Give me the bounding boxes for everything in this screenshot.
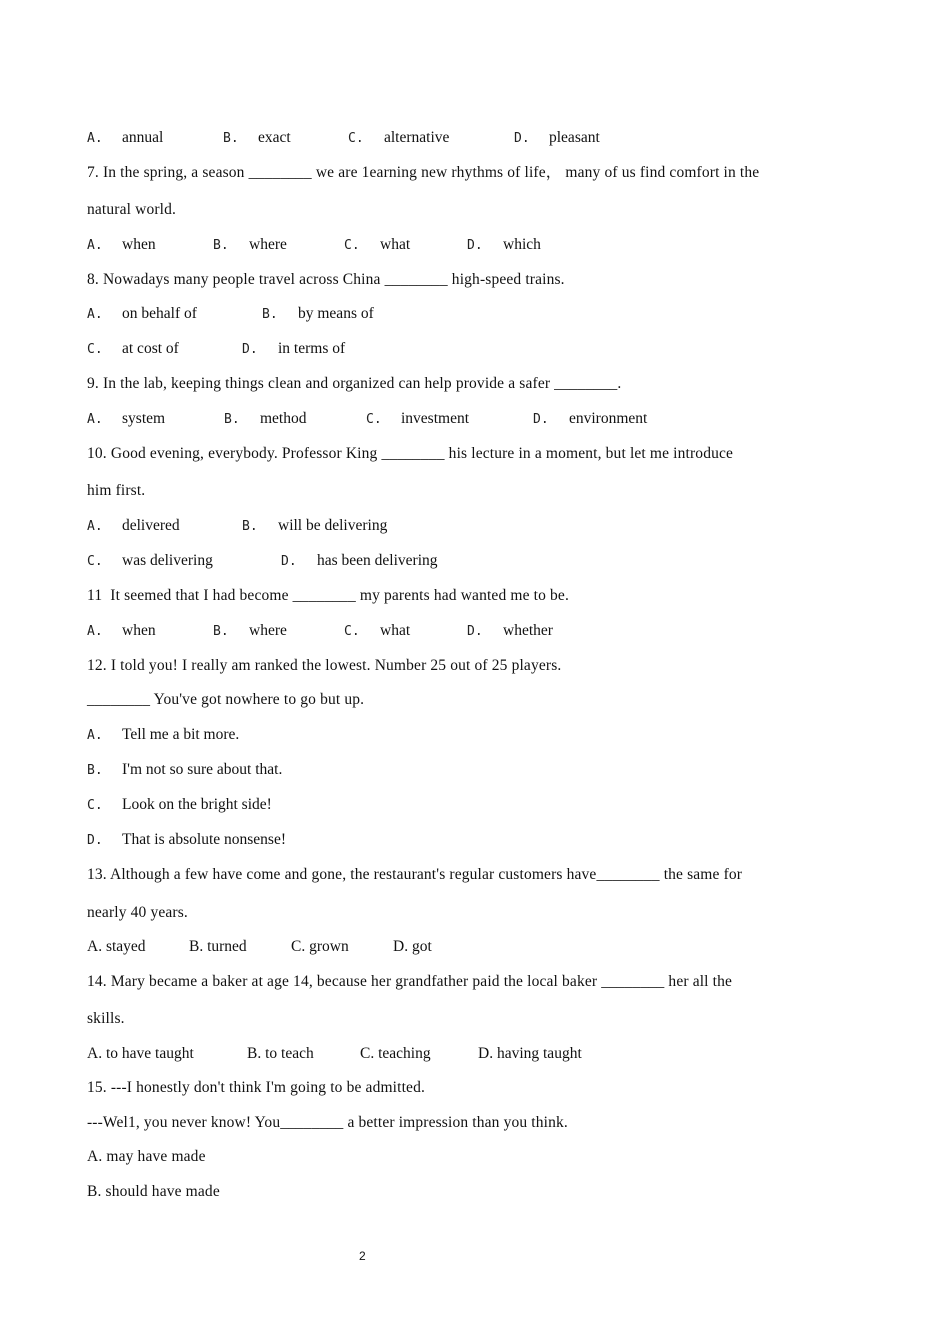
option-text: environment [569,410,648,427]
option-text: B. to teach [247,1045,314,1062]
option-letter: D. [281,554,297,569]
q14-stem: 14. Mary became a baker at age 14, because her grandfather paid the local baker ________ her all the [87,973,733,990]
option-letter: A. [87,728,103,743]
option-text: Tell me a bit more. [122,726,240,743]
option-letter: C. [344,624,360,639]
q14-stem-cont: skills. [87,1010,125,1027]
q8-stem: 8. Nowadays many people travel across China ________ high-speed trains. [87,271,565,288]
q15-stem: 15. ---I honestly don't think I'm going to be admitted. [87,1079,425,1096]
option-text: A. stayed [87,938,146,955]
q7-options [87,236,887,254]
option-text: which [503,236,541,253]
q11-options [87,622,887,640]
option-text: I'm not so sure about that. [122,761,283,778]
option-letter: C. [366,412,382,427]
option-text: where [249,622,287,639]
q14-options [87,1045,887,1063]
option-letter: D. [533,412,549,427]
q15-stem-cont: ---Wel1, you never know! You________ a better impression than you think. [87,1114,568,1131]
option-text: A. to have taught [87,1045,194,1062]
option-text: Look on the bright side! [122,796,272,813]
q12-option-b [87,761,887,779]
option-letter: B. [87,763,103,778]
q10-options-row1 [87,517,887,535]
q13-stem: 13. Although a few have come and gone, the restaurant's regular customers have________ the same for [87,866,743,883]
option-text: annual [122,129,164,146]
option-text: what [380,236,411,253]
q9-options [87,410,887,428]
option-letter: B. [262,307,278,322]
option-text: at cost of [122,340,179,357]
q15-option-b: B. should have made [87,1183,220,1200]
option-text: D. got [393,938,432,955]
option-letter: D. [467,238,483,253]
option-text: where [249,236,287,253]
option-text: D. having taught [478,1045,582,1062]
q12-option-d [87,831,887,849]
option-letter: B. [242,519,258,534]
q12-stem-cont: ________ You've got nowhere to go but up. [87,691,365,708]
option-text: when [122,622,156,639]
option-text: pleasant [549,129,600,146]
q10-stem: 10. Good evening, everybody. Professor King ________ his lecture in a moment, but let me introduce [87,445,734,462]
option-text: what [380,622,411,639]
option-text: alternative [384,129,450,146]
q13-options [87,938,887,956]
option-text: method [260,410,307,427]
option-letter: D. [514,131,530,146]
option-text: whether [503,622,553,639]
q11-stem: 11 It seemed that I had become ________ my parents had wanted me to be. [87,587,569,604]
option-text: when [122,236,156,253]
option-letter: C. [87,798,103,813]
option-text: will be delivering [278,517,388,534]
option-text: exact [258,129,291,146]
option-text: C. grown [291,938,349,955]
option-letter: A. [87,131,103,146]
q12-option-c [87,796,887,814]
q6-options [87,129,887,147]
option-text: B. turned [189,938,247,955]
q10-options-row2 [87,552,887,570]
q13-stem-cont: nearly 40 years. [87,904,188,921]
option-letter: C. [87,554,103,569]
q8-options-row1 [87,305,887,323]
q9-stem: 9. In the lab, keeping things clean and organized can help provide a safer ________. [87,375,622,392]
option-letter: C. [348,131,364,146]
q12-stem: 12. I told you! I really am ranked the lowest. Number 25 out of 25 players. [87,657,562,674]
option-text: in terms of [278,340,346,357]
q7-stem: 7. In the spring, a season ________ we are 1earning new rhythms of life， many of us find comfort in the [87,164,760,181]
option-letter: C. [87,342,103,357]
option-letter: B. [224,412,240,427]
option-text: was delivering [122,552,213,569]
option-letter: A. [87,412,103,427]
option-letter: A. [87,519,103,534]
option-letter: A. [87,238,103,253]
option-text: delivered [122,517,180,534]
option-letter: D. [467,624,483,639]
option-text: C. teaching [360,1045,431,1062]
q12-option-a [87,726,887,744]
option-letter: B. [223,131,239,146]
option-letter: A. [87,624,103,639]
q15-option-a: A. may have made [87,1148,206,1165]
option-letter: B. [213,624,229,639]
q8-options-row2 [87,340,887,358]
option-text: investment [401,410,470,427]
q10-stem-cont: him first. [87,482,146,499]
option-letter: A. [87,307,103,322]
page-number: 2 [359,1249,366,1263]
option-letter: D. [242,342,258,357]
option-text: That is absolute nonsense! [122,831,287,848]
option-text: on behalf of [122,305,197,322]
option-text: by means of [298,305,374,322]
option-text: system [122,410,166,427]
option-letter: B. [213,238,229,253]
q7-stem-cont: natural world. [87,201,177,218]
option-text: has been delivering [317,552,438,569]
option-letter: D. [87,833,103,848]
option-letter: C. [344,238,360,253]
